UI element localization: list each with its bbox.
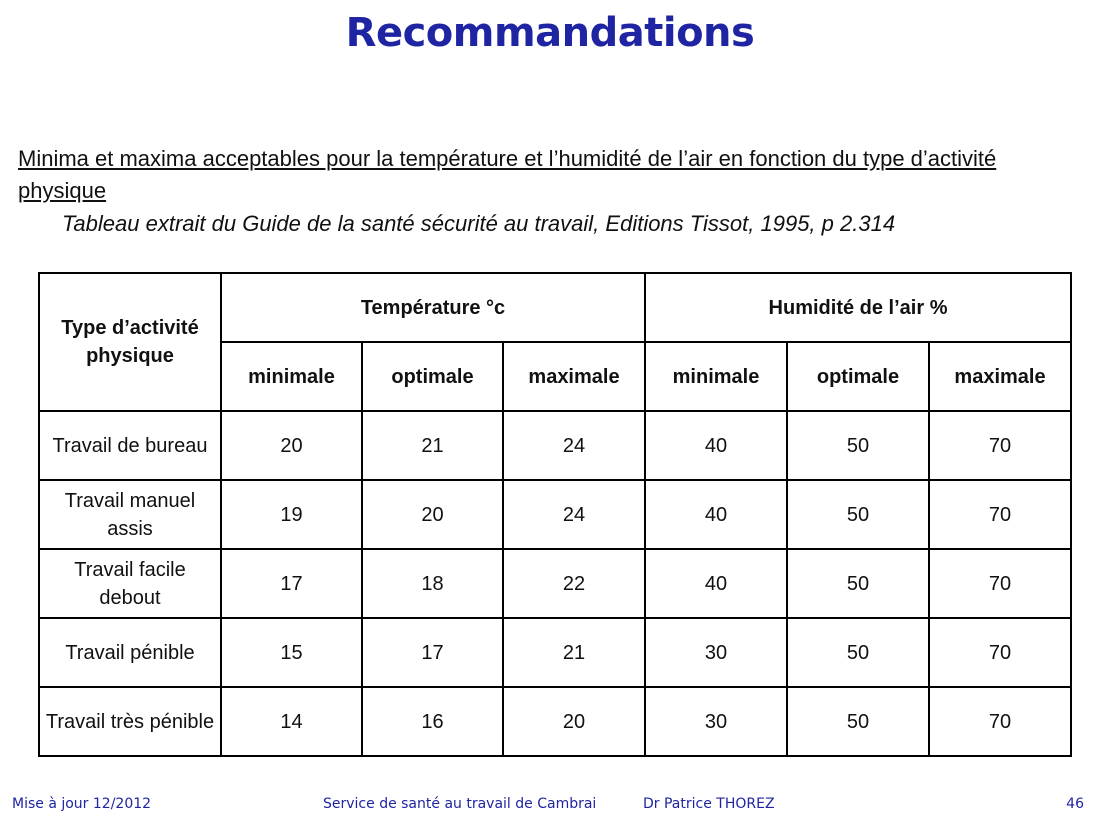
table-cell: 50 [787, 480, 929, 549]
row-label: Travail facile debout [39, 549, 221, 618]
header-humidity: Humidité de l’air % [645, 273, 1071, 342]
subheader-hum-opt: optimale [787, 342, 929, 411]
table-cell: 30 [645, 618, 787, 687]
table-cell: 20 [362, 480, 503, 549]
table-cell: 40 [645, 480, 787, 549]
table-cell: 40 [645, 549, 787, 618]
header-activity: Type d’activité physique [39, 273, 221, 411]
table-cell: 20 [503, 687, 645, 756]
table-row [39, 480, 1071, 549]
footer-service: Service de santé au travail de Cambrai [323, 796, 597, 812]
header-temperature: Température °c [221, 273, 645, 342]
table-source: Tableau extrait du Guide de la santé sécurité au travail, Editions Tissot, 1995, p 2.314 [62, 211, 896, 236]
table-cell: 14 [221, 687, 362, 756]
table-cell: 70 [929, 618, 1071, 687]
table-cell: 70 [929, 549, 1071, 618]
table-cell: 70 [929, 687, 1071, 756]
row-label: Travail pénible [39, 618, 221, 687]
table-cell: 17 [362, 618, 503, 687]
subheader-hum-min: minimale [645, 342, 787, 411]
subheader-temp-opt: optimale [362, 342, 503, 411]
subheader-temp-min: minimale [221, 342, 362, 411]
subheader-hum-max: maximale [929, 342, 1071, 411]
table-cell: 15 [221, 618, 362, 687]
table-cell: 17 [221, 549, 362, 618]
table-row [39, 618, 1071, 687]
table-cell: 21 [503, 618, 645, 687]
table-cell: 30 [645, 687, 787, 756]
table-cell: 50 [787, 549, 929, 618]
subheader-temp-max: maximale [503, 342, 645, 411]
table-row [39, 549, 1071, 618]
table-cell: 20 [221, 411, 362, 480]
slide-title: Recommandations [345, 10, 755, 56]
footer-updated: Mise à jour 12/2012 [12, 796, 152, 812]
recommendations-table [38, 272, 1072, 757]
table-cell: 21 [362, 411, 503, 480]
table-cell: 50 [787, 687, 929, 756]
table-cell: 24 [503, 480, 645, 549]
footer-page-number: 46 [1066, 796, 1084, 812]
table-cell: 50 [787, 411, 929, 480]
row-label: Travail manuel assis [39, 480, 221, 549]
table-cell: 40 [645, 411, 787, 480]
table-cell: 18 [362, 549, 503, 618]
table-cell: 19 [221, 480, 362, 549]
footer-doctor: Dr Patrice THOREZ [643, 796, 775, 812]
slide-subtitle: Minima et maxima acceptables pour la température et l’humidité de l’air en fonction du type d’activité physique [18, 146, 997, 203]
table-cell: 70 [929, 480, 1071, 549]
table-cell: 70 [929, 411, 1071, 480]
table-cell: 50 [787, 618, 929, 687]
table-cell: 24 [503, 411, 645, 480]
row-label: Travail de bureau [39, 411, 221, 480]
table-cell: 16 [362, 687, 503, 756]
row-label: Travail très pénible [39, 687, 221, 756]
table-body [39, 411, 1071, 756]
table-row [39, 411, 1071, 480]
table-row [39, 687, 1071, 756]
table-cell: 22 [503, 549, 645, 618]
